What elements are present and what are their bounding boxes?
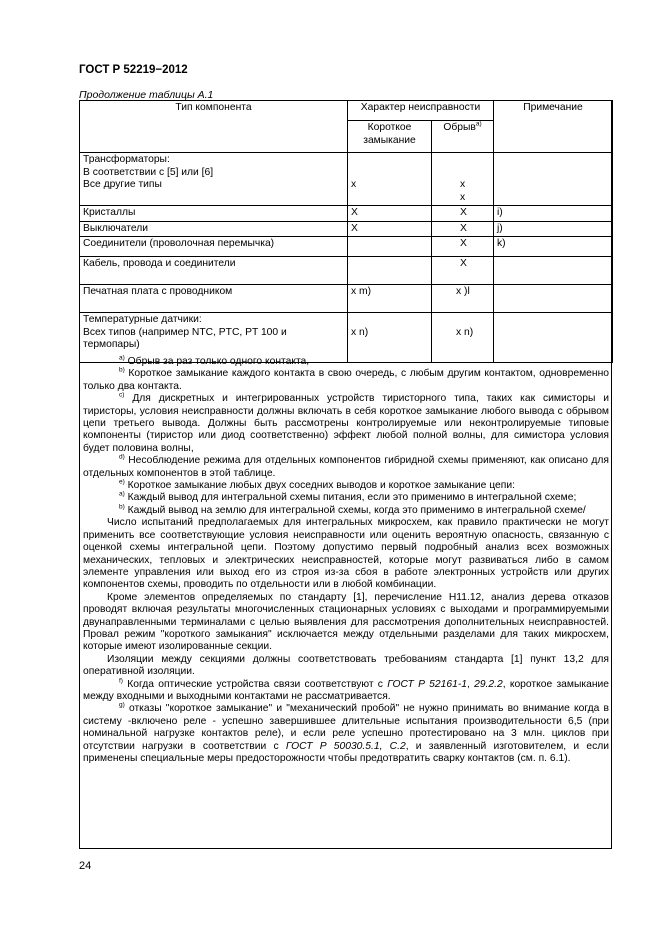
header-short-circuit: Короткое замыкание <box>348 121 432 153</box>
footnote-paragraph: Число испытаний предполагаемых для интегральных микросхем, как правило практически не могут применить все соответствующие условия неисправности или оценить вероятную опасность, связанную с оценкой схемы интегральной цепи. Поэтому допустимо первый подробный анализ всех возможных механических, тепловых и электрических неисправностей, которые могут развиваться либо в самом элементе управления или выход его из строя из-за сбоя в работе электронных устройств или других компонентов схемы, проводить по отдельности или в любой комбинации. <box>83 517 609 591</box>
open-cell: X <box>432 237 494 257</box>
cell-line: Всех типов (например NTC, PTC, PT 100 и термопары) <box>83 326 287 350</box>
footnote-text: Короткое замыкание каждого контакта в свою очередь, с любым другим контактом, одновременно только два контакта. <box>83 368 609 392</box>
header-note: Примечание <box>494 101 613 153</box>
footnote-paragraph: Изоляции между секциями должны соответствовать требованиям стандарта [1] пункт 13,2 для оперативной изоляции. <box>83 653 609 678</box>
footnote-mark: f) <box>119 677 123 685</box>
footnote <box>83 455 609 480</box>
short-cell: x m) <box>348 285 432 313</box>
footnote-text: Несоблюдение режима для отдельных компонентов гибридной схемы применяют, как описано для отдельных компонентов в этой таблице. <box>83 455 609 479</box>
footnote-mark: g) <box>119 701 125 709</box>
component-cell: Кристаллы <box>80 206 348 222</box>
footnote <box>83 679 609 704</box>
header-open-circuit <box>432 121 494 153</box>
open-cell: X <box>432 206 494 222</box>
cell-line: Все другие типы <box>83 179 162 190</box>
cell-line: x <box>460 179 466 190</box>
footnote <box>83 356 609 368</box>
component-fault-table <box>79 100 613 363</box>
footnote <box>83 492 609 504</box>
standard-reference: ГОСТ Р 52161-1 <box>387 678 467 690</box>
cell-line: x n) <box>456 327 474 338</box>
table-row <box>80 153 613 206</box>
note-cell <box>494 257 613 285</box>
note-cell <box>494 285 613 313</box>
header-fault-character: Характер неисправности <box>348 101 494 121</box>
footnote-mark: c) <box>119 391 125 399</box>
footnote <box>83 703 609 765</box>
short-cell <box>348 257 432 285</box>
table-row <box>80 313 613 363</box>
footnote <box>83 505 609 517</box>
component-cell <box>80 153 348 206</box>
open-label: Обрыв <box>443 122 476 133</box>
component-cell: Печатная плата с проводником <box>80 285 348 313</box>
standard-reference: ГОСТ Р 50030.5.1, С.2 <box>285 740 406 752</box>
open-cell: X <box>432 221 494 237</box>
cell-line: Трансформаторы: <box>83 154 170 165</box>
table-row <box>80 237 613 257</box>
cell-line: x <box>460 191 466 203</box>
cell-line: В соответствии с [5] или [6] <box>83 166 214 178</box>
cell-line: Температурные датчики: <box>83 314 202 325</box>
table-row <box>80 221 613 237</box>
clause-reference: 29.2.2 <box>474 678 503 690</box>
table-caption: Продолжение таблицы А.1 <box>79 89 214 101</box>
open-cell <box>432 153 494 206</box>
cell-line: x <box>351 179 357 190</box>
footnote-mark: b) <box>119 366 125 374</box>
component-cell: Выключатели <box>80 221 348 237</box>
note-cell: j) <box>494 221 613 237</box>
note-cell: k) <box>494 237 613 257</box>
table-footnotes <box>83 356 609 765</box>
component-cell: Кабель, провода и соединители <box>80 257 348 285</box>
footnote-text: отказы "короткое замыкание" и "механический пробой" не нужно принимать во внимание когда в систему -включено реле - успешно завершившее длительные испытания производительности 6,5 (при номинальной нагрузке контактов реле), и если реле успешно протестировано на 3 млн. циклов при отсутствии нагрузки в соответствии с <box>83 703 609 752</box>
table-row <box>80 206 613 222</box>
footnote-text: Когда оптические устройства связи соответствуют с <box>127 678 388 690</box>
note-cell <box>494 153 613 206</box>
open-footnote-mark: а) <box>475 120 482 128</box>
footnote-text: , и заявленный изготовителем, и если применены специальные меры предосторожности чтобы предотвратить сварку контактов (см. п. 6.1). <box>83 740 609 764</box>
footnote-mark: а) <box>119 491 125 499</box>
footnote-text: Каждый вывод на землю для интегральной схемы, когда это применимо в интегральной схеме/ <box>127 504 586 516</box>
footnote-text: Короткое замыкание любых двух соседних выводов и короткое замыкание цепи: <box>127 480 515 492</box>
open-cell <box>432 313 494 363</box>
short-cell <box>348 313 432 363</box>
component-cell: Соединители (проволочная перемычка) <box>80 237 348 257</box>
footnote <box>83 480 609 492</box>
footnote-text: Обрыв за раз только одного контакта, <box>127 356 310 367</box>
footnote-text: , <box>466 678 475 690</box>
footnote-text: Для дискретных и интегрированных устройств тиристорного типа, таких как симисторы и тиристоры, условия неисправности должны включать в себя короткое замыкание любого вывода с обрывом цепи третьего вывода. Должны быть рассмотрены контролируемые или неконтролируемые типовые компоненты (тиристор или диод соответственно) эффект любой полной волны, для симистора условия будет половина волны, <box>83 393 609 454</box>
footnote-text: , короткое замыкание между входными и выходными контактами не рассматривается. <box>83 678 609 702</box>
header-component-type: Тип компонента <box>80 101 348 153</box>
footnote-mark: b) <box>119 503 125 511</box>
page-number: 24 <box>79 860 92 872</box>
footnote-mark: а) <box>119 354 125 362</box>
document-header: ГОСТ Р 52219−2012 <box>79 64 188 76</box>
footnote <box>83 393 609 455</box>
footnote-mark: d) <box>119 453 125 461</box>
open-cell: x )l <box>432 285 494 313</box>
short-cell: X <box>348 206 432 222</box>
table-row <box>80 257 613 285</box>
table-row <box>80 285 613 313</box>
note-cell <box>494 313 613 363</box>
short-cell: X <box>348 221 432 237</box>
footnote-mark: е) <box>119 478 125 486</box>
open-cell: X <box>432 257 494 285</box>
footnote <box>83 368 609 393</box>
short-cell <box>348 237 432 257</box>
note-cell: i) <box>494 206 613 222</box>
cell-line: x n) <box>351 327 369 338</box>
short-cell <box>348 153 432 206</box>
footnote-text: Каждый вывод для интегральной схемы питания, если это применимо в интегральной схеме; <box>127 492 577 504</box>
footnote-paragraph: Кроме элементов определяемых по стандарту [1], перечисление Н11.12, анализ дерева отказов проводят включая результаты многочисленных стационарных условиях с выходами и программируемыми двунаправленными терминалами с целью выявления для рассмотрения дополнительных неисправностей. Провал режим "короткого замыкания" исключается между отдельными разделами для таких микросхем, которые имеют изолированные секции. <box>83 591 609 653</box>
